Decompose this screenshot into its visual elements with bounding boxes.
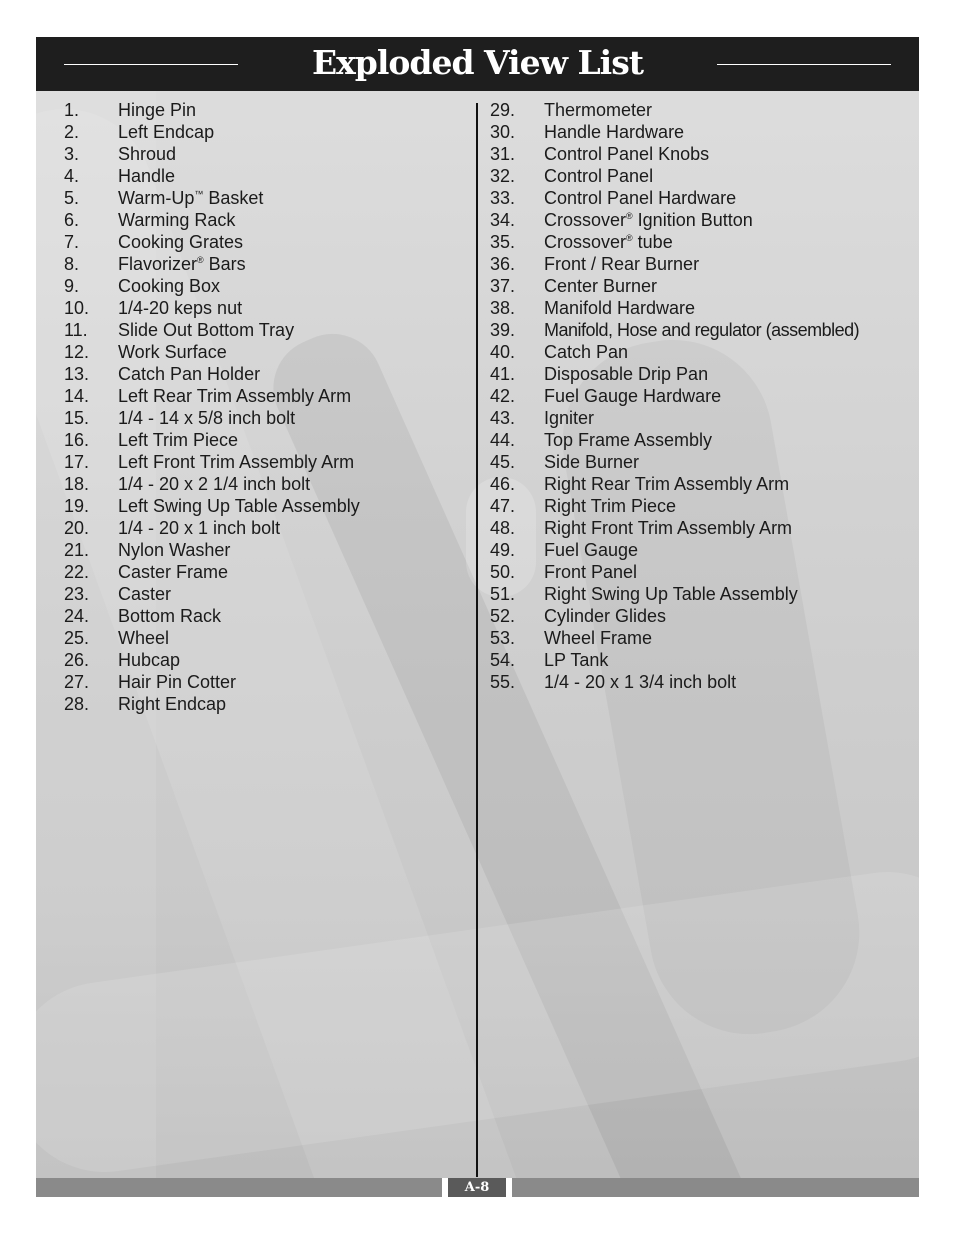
item-label xyxy=(544,166,653,186)
item-label xyxy=(118,672,236,692)
item-label xyxy=(544,298,695,318)
item-label-text: Catch Pan Holder xyxy=(118,364,261,384)
item-number: 47. xyxy=(490,496,516,516)
item-label-text: Front / Rear Burner xyxy=(544,254,700,274)
page-title: Exploded View List xyxy=(311,43,644,82)
item-label-text: Control Panel Knobs xyxy=(544,144,710,164)
footer-bar xyxy=(36,1178,919,1197)
item-label xyxy=(118,408,295,428)
item-label-text: Cooking Box xyxy=(118,276,221,296)
item-label-text: Handle Hardware xyxy=(544,122,685,142)
item-label xyxy=(544,474,789,494)
item-label xyxy=(544,320,859,340)
item-label-text: Left Trim Piece xyxy=(118,430,239,450)
item-number: 25. xyxy=(64,628,90,648)
item-label xyxy=(544,232,673,252)
item-number: 14. xyxy=(64,386,90,406)
item-label-text: Catch Pan xyxy=(544,342,629,362)
item-label-text: Bottom Rack xyxy=(118,606,222,626)
item-label xyxy=(118,166,175,186)
item-number: 24. xyxy=(64,606,90,626)
item-number: 22. xyxy=(64,562,90,582)
item-label xyxy=(544,672,736,692)
trademark-mark: ® xyxy=(626,211,633,221)
item-number: 13. xyxy=(64,364,90,384)
item-label-text: Left Front Trim Assembly Arm xyxy=(118,452,355,472)
item-label xyxy=(118,364,260,384)
item-label xyxy=(118,210,235,230)
item-label xyxy=(118,122,214,142)
item-label-text: Manifold Hardware xyxy=(544,298,696,318)
item-number: 7. xyxy=(64,232,80,252)
item-label-text: Left Endcap xyxy=(118,122,215,142)
item-label xyxy=(544,364,708,384)
item-number: 2. xyxy=(64,122,80,142)
item-number: 37. xyxy=(490,276,516,296)
item-label-suffix: Bars xyxy=(203,254,246,274)
item-label-text: Disposable Drip Pan xyxy=(544,364,709,384)
item-number: 33. xyxy=(490,188,516,208)
trademark-mark: ® xyxy=(197,255,204,265)
item-label xyxy=(118,584,171,604)
item-number: 31. xyxy=(490,144,516,164)
item-number: 16. xyxy=(64,430,90,450)
item-label-text: Right Front Trim Assembly Arm xyxy=(544,518,793,538)
trademark-mark: ™ xyxy=(194,189,204,199)
item-label xyxy=(118,562,228,582)
item-label xyxy=(544,518,792,538)
item-label xyxy=(118,430,238,450)
item-number: 50. xyxy=(490,562,516,582)
item-label-text: Flavorizer xyxy=(118,254,198,274)
item-number: 34. xyxy=(490,210,516,230)
item-label-text: Left Rear Trim Assembly Arm xyxy=(118,386,352,406)
item-number: 9. xyxy=(64,276,80,296)
item-label xyxy=(118,606,221,626)
column-divider xyxy=(476,103,478,1177)
item-label-text: Control Panel xyxy=(544,166,654,186)
item-label xyxy=(118,144,176,164)
item-number: 45. xyxy=(490,452,516,472)
item-label-text: Fuel Gauge xyxy=(544,540,639,560)
item-label xyxy=(118,320,294,340)
item-number: 52. xyxy=(490,606,516,626)
item-label-text: Hinge Pin xyxy=(118,100,197,120)
item-label-text: Wheel Frame xyxy=(544,628,653,648)
item-label xyxy=(544,342,628,362)
item-number: 42. xyxy=(490,386,516,406)
item-label-text: Hubcap xyxy=(118,650,181,670)
item-number: 32. xyxy=(490,166,516,186)
item-label xyxy=(544,452,639,472)
item-label-suffix: Basket xyxy=(203,188,264,208)
item-number: 53. xyxy=(490,628,516,648)
item-label-text: Side Burner xyxy=(544,452,640,472)
item-label-text: 1/4-20 keps nut xyxy=(118,298,243,318)
item-number: 55. xyxy=(490,672,516,692)
item-label-text: Slide Out Bottom Tray xyxy=(118,320,295,340)
item-label xyxy=(544,144,709,164)
item-label xyxy=(544,606,666,626)
item-label-text: Cooking Grates xyxy=(118,232,244,252)
item-number: 19. xyxy=(64,496,90,516)
item-number: 35. xyxy=(490,232,516,252)
item-label-text: Warm-Up xyxy=(118,188,195,208)
item-label xyxy=(118,628,169,648)
item-label-text: Right Swing Up Table Assembly xyxy=(544,584,798,604)
item-label xyxy=(118,474,310,494)
item-label-text: Thermometer xyxy=(544,100,653,120)
item-number: 38. xyxy=(490,298,516,318)
item-label xyxy=(118,342,227,362)
item-label-suffix: Ignition Button xyxy=(632,210,753,230)
item-label xyxy=(544,210,753,230)
item-number: 18. xyxy=(64,474,90,494)
item-number: 27. xyxy=(64,672,90,692)
item-label-text: Right Trim Piece xyxy=(544,496,677,516)
item-label-text: Left Swing Up Table Assembly xyxy=(118,496,360,516)
item-number: 4. xyxy=(64,166,80,186)
item-label xyxy=(544,650,608,670)
item-label xyxy=(118,496,360,516)
item-label-text: 1/4 - 14 x 5/8 inch bolt xyxy=(118,408,296,428)
item-number: 26. xyxy=(64,650,90,670)
item-label-text: Crossover xyxy=(544,210,627,230)
item-label xyxy=(118,188,263,208)
item-number: 54. xyxy=(490,650,516,670)
item-label xyxy=(544,496,676,516)
item-number: 20. xyxy=(64,518,90,538)
content-panel xyxy=(36,37,919,1197)
item-number: 10. xyxy=(64,298,90,318)
item-number: 17. xyxy=(64,452,90,472)
item-label-text: Caster xyxy=(118,584,172,604)
item-number: 51. xyxy=(490,584,516,604)
item-label-text: Center Burner xyxy=(544,276,658,296)
item-label-text: Hair Pin Cotter xyxy=(118,672,237,692)
item-label-text: 1/4 - 20 x 1 3/4 inch bolt xyxy=(544,672,737,692)
item-number: 48. xyxy=(490,518,516,538)
item-label-text: Manifold, Hose and regulator (assembled) xyxy=(544,320,860,340)
item-label xyxy=(544,122,684,142)
item-label xyxy=(118,386,351,406)
item-number: 43. xyxy=(490,408,516,428)
item-label xyxy=(544,430,712,450)
item-label xyxy=(544,254,699,274)
item-label-text: Cylinder Glides xyxy=(544,606,667,626)
item-label-text: Top Frame Assembly xyxy=(544,430,713,450)
item-label-text: Handle xyxy=(118,166,176,186)
item-number: 49. xyxy=(490,540,516,560)
trademark-mark: ® xyxy=(626,233,633,243)
item-number: 1. xyxy=(64,100,80,120)
item-number: 30. xyxy=(490,122,516,142)
item-number: 29. xyxy=(490,100,516,120)
item-label-text: Control Panel Hardware xyxy=(544,188,737,208)
item-label xyxy=(544,276,657,296)
item-label xyxy=(544,188,736,208)
item-label xyxy=(118,694,226,714)
item-label-text: Fuel Gauge Hardware xyxy=(544,386,722,406)
item-number: 15. xyxy=(64,408,90,428)
item-label-text: 1/4 - 20 x 2 1/4 inch bolt xyxy=(118,474,311,494)
background-photo-shading xyxy=(36,84,563,1197)
item-label xyxy=(118,276,220,296)
item-label xyxy=(544,562,637,582)
title-rule-right xyxy=(717,64,891,65)
item-number: 6. xyxy=(64,210,80,230)
item-label xyxy=(118,254,246,274)
item-label-text: Caster Frame xyxy=(118,562,229,582)
item-number: 44. xyxy=(490,430,516,450)
item-label-text: Warming Rack xyxy=(118,210,236,230)
item-number: 8. xyxy=(64,254,80,274)
item-label-text: Right Rear Trim Assembly Arm xyxy=(544,474,790,494)
item-number: 41. xyxy=(490,364,516,384)
item-label-text: Work Surface xyxy=(118,342,227,362)
item-label xyxy=(544,386,721,406)
item-label xyxy=(544,628,652,648)
item-number: 21. xyxy=(64,540,90,560)
item-number: 11. xyxy=(64,320,88,340)
item-number: 39. xyxy=(490,320,516,340)
item-label xyxy=(118,232,243,252)
item-number: 3. xyxy=(64,144,80,164)
item-label xyxy=(118,650,180,670)
item-label-suffix: tube xyxy=(632,232,673,252)
item-label xyxy=(544,408,594,428)
item-number: 12. xyxy=(64,342,90,362)
item-label-text: Front Panel xyxy=(544,562,638,582)
item-label xyxy=(544,100,652,120)
item-number: 36. xyxy=(490,254,516,274)
item-label xyxy=(118,540,230,560)
item-label-text: 1/4 - 20 x 1 inch bolt xyxy=(118,518,281,538)
title-bar xyxy=(36,37,919,91)
item-number: 28. xyxy=(64,694,90,714)
item-number: 46. xyxy=(490,474,516,494)
item-label xyxy=(118,298,242,318)
item-label xyxy=(118,518,280,538)
item-label xyxy=(118,452,354,472)
item-label-text: Igniter xyxy=(544,408,595,428)
item-label-text: Shroud xyxy=(118,144,177,164)
footer-gap xyxy=(506,1178,512,1197)
item-label-text: LP Tank xyxy=(544,650,609,670)
item-number: 5. xyxy=(64,188,80,208)
item-number: 23. xyxy=(64,584,90,604)
item-label-text: Wheel xyxy=(118,628,170,648)
item-label xyxy=(544,584,798,604)
page-number: A-8 xyxy=(448,1178,506,1197)
item-label-text: Nylon Washer xyxy=(118,540,231,560)
item-number: 40. xyxy=(490,342,516,362)
item-label-text: Crossover xyxy=(544,232,627,252)
item-label xyxy=(544,540,638,560)
item-label-text: Right Endcap xyxy=(118,694,227,714)
item-label xyxy=(118,100,196,120)
